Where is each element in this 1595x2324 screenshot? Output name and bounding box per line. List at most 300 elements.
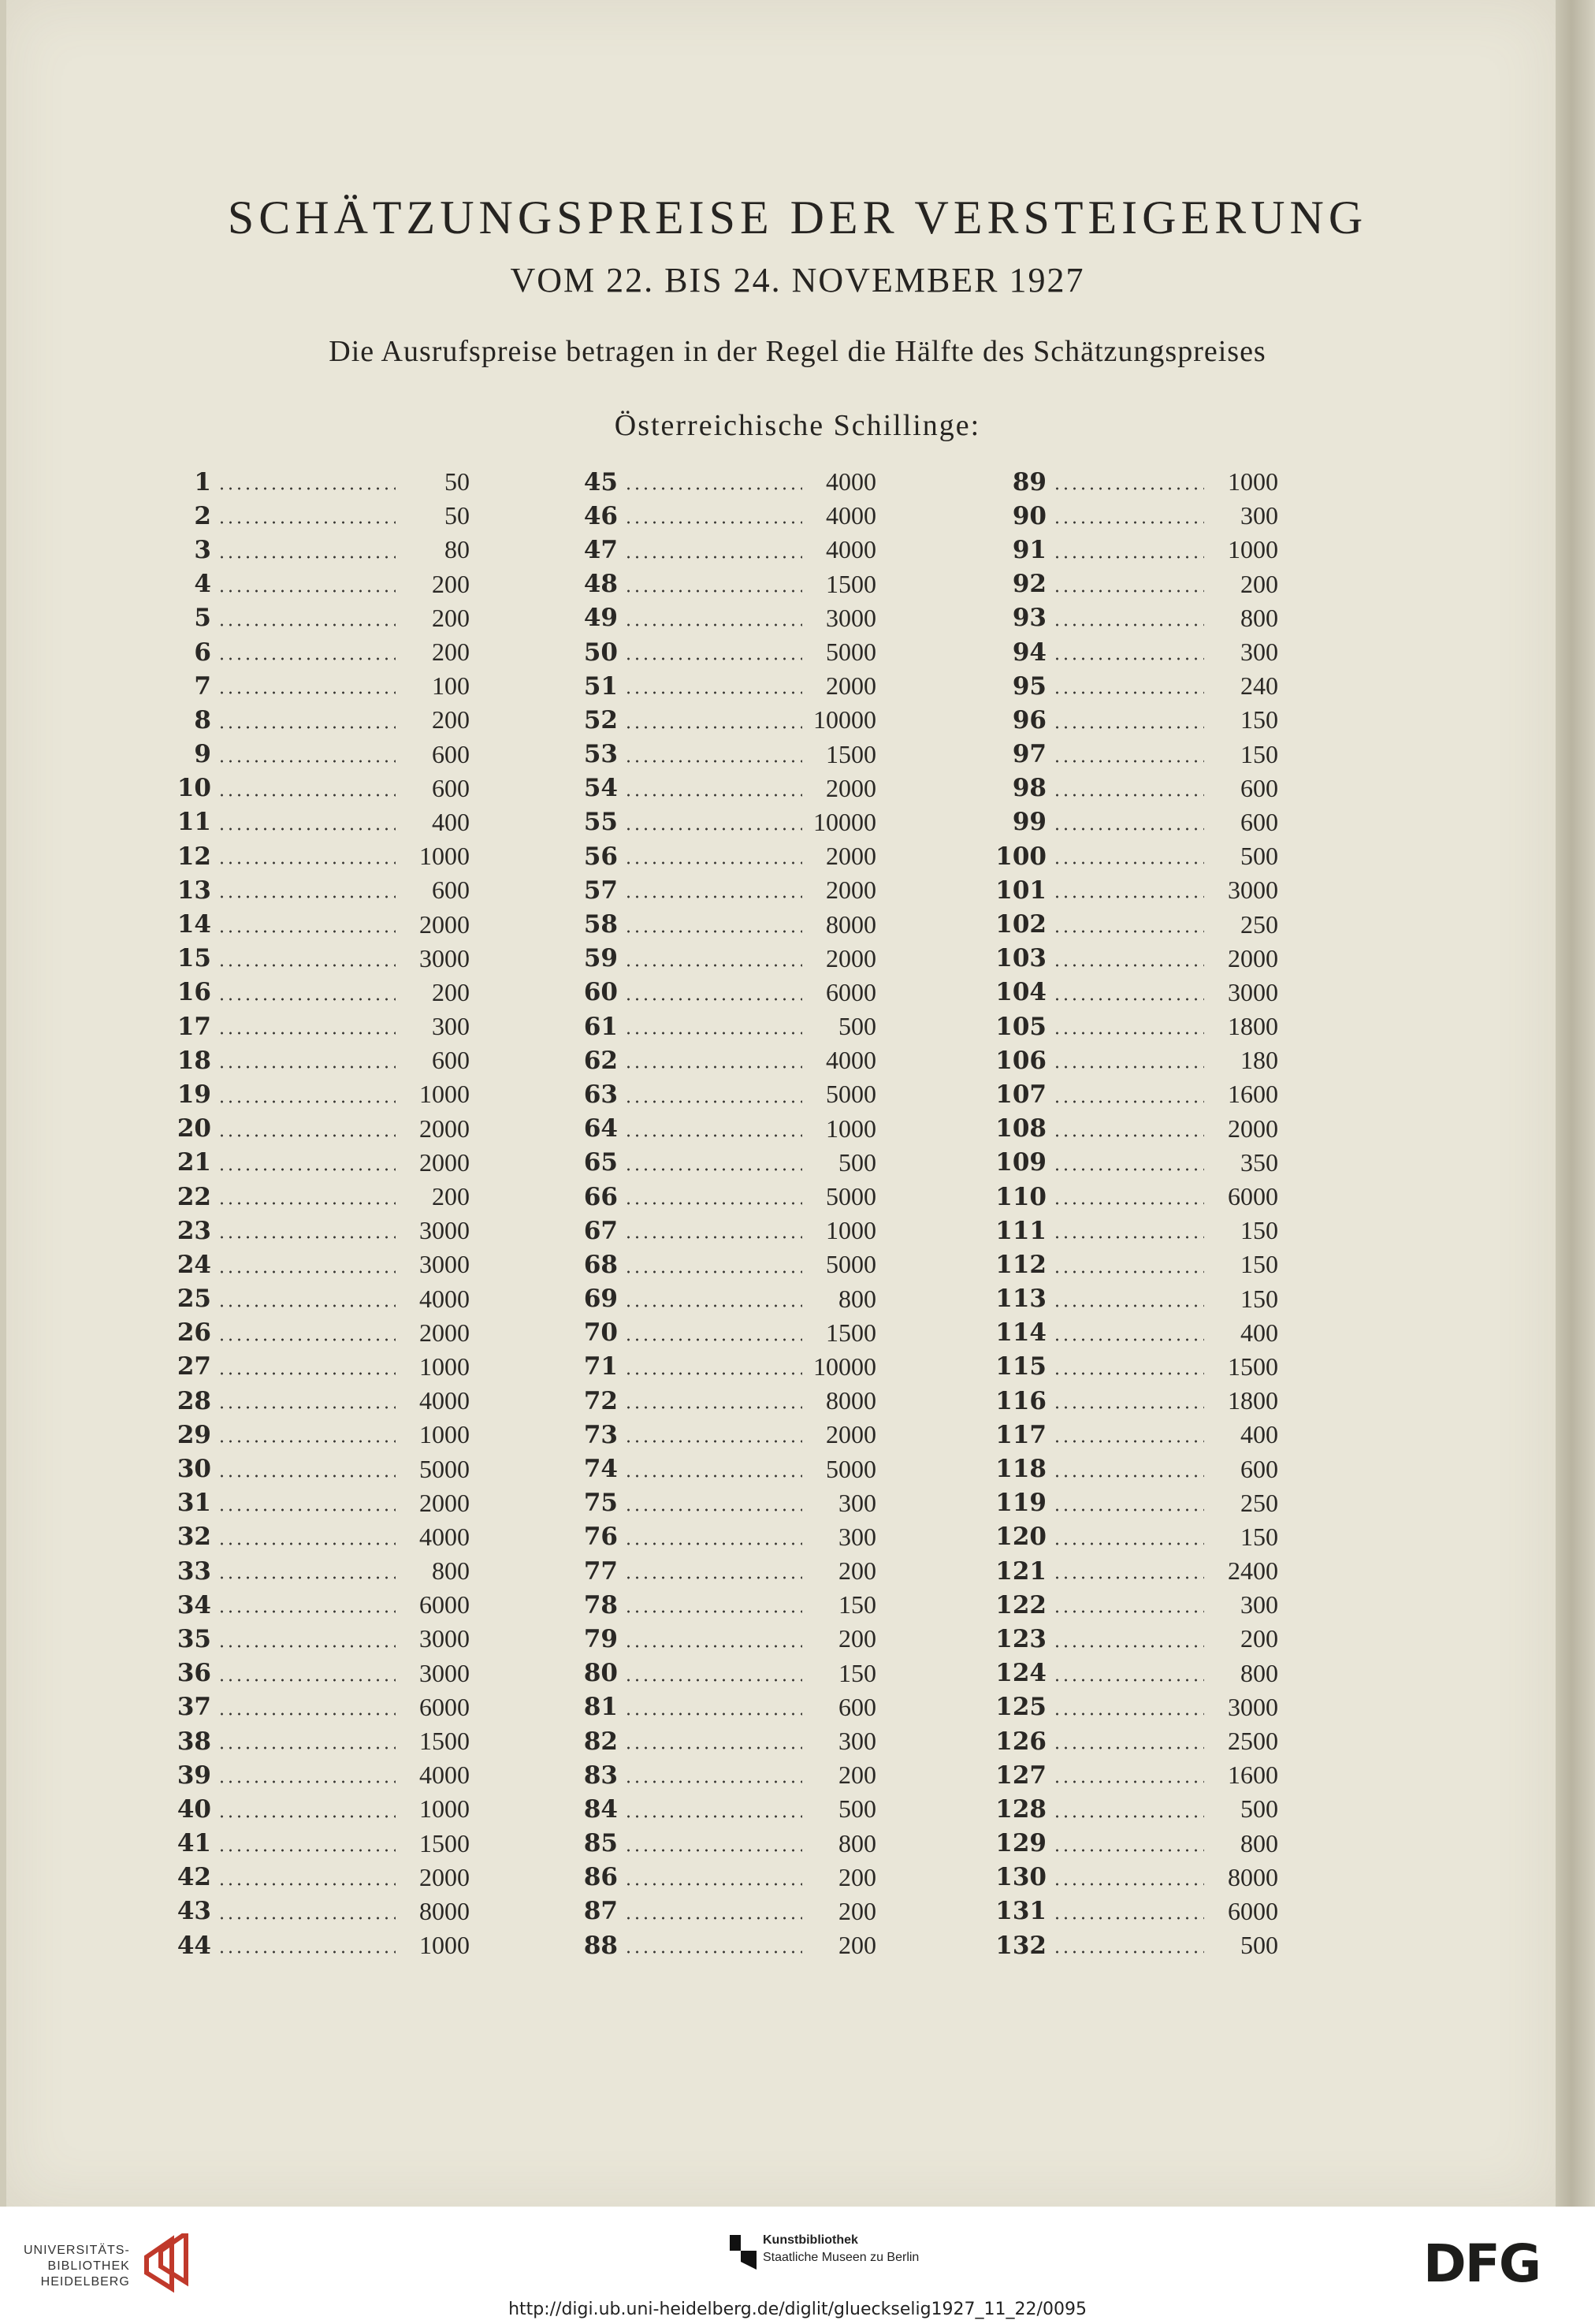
lot-number: 125: [995, 1693, 1047, 1722]
dot-leader: [1053, 1134, 1204, 1137]
price-row: [577, 1282, 876, 1316]
price-row: [170, 1146, 470, 1180]
dot-leader: [217, 827, 396, 831]
dot-leader: [217, 1712, 396, 1716]
dot-leader: [217, 930, 396, 933]
lot-number: 53: [583, 740, 618, 769]
estimate-price: 2000: [419, 1147, 470, 1177]
estimate-price: 5000: [826, 1250, 876, 1279]
estimate-price: 6000: [826, 977, 876, 1006]
price-row: [170, 1010, 470, 1043]
estimate-price: 4000: [826, 501, 876, 530]
dot-leader: [1053, 895, 1204, 898]
estimate-price: 350: [1240, 1147, 1278, 1177]
estimate-price: 500: [838, 1794, 876, 1824]
dot-leader: [217, 1950, 396, 1954]
estimate-price: 500: [838, 1012, 876, 1041]
dot-leader: [1053, 1372, 1204, 1375]
dot-leader: [217, 1304, 396, 1307]
price-row: [170, 1792, 470, 1826]
price-row: [170, 635, 470, 669]
estimate-price: 600: [1240, 807, 1278, 836]
lot-number: 99: [1012, 808, 1047, 837]
estimate-price: 2000: [826, 671, 876, 701]
estimate-price: 2000: [419, 1318, 470, 1347]
estimate-price: 2000: [826, 943, 876, 972]
dot-leader: [217, 1270, 396, 1274]
lot-number: 75: [583, 1489, 618, 1518]
price-row: [980, 738, 1278, 772]
dot-leader: [624, 623, 802, 627]
lot-number: 80: [583, 1659, 618, 1688]
lot-number: 54: [583, 774, 618, 803]
lot-number: 56: [583, 842, 618, 871]
price-row: [980, 1384, 1278, 1418]
lot-number: 89: [1012, 467, 1047, 496]
lot-number: 103: [995, 944, 1047, 973]
estimate-price: 1500: [1228, 1352, 1278, 1381]
kunstbibliothek-label[interactable]: [763, 2232, 919, 2266]
dot-leader: [1053, 1508, 1204, 1512]
dot-leader: [1053, 657, 1204, 660]
price-row: [980, 772, 1278, 805]
price-row: [170, 1180, 470, 1214]
dot-leader: [217, 1645, 396, 1648]
estimate-price: 4000: [826, 467, 876, 496]
estimate-price: 3000: [419, 1216, 470, 1245]
price-row: [980, 1418, 1278, 1452]
estimate-price: 150: [1240, 1522, 1278, 1551]
estimate-price: 1000: [419, 1080, 470, 1109]
estimate-price: 4000: [419, 1284, 470, 1313]
price-row: [577, 533, 876, 567]
estimate-price: 300: [1240, 638, 1278, 667]
dot-leader: [1053, 691, 1204, 694]
price-row: [170, 1316, 470, 1350]
price-row: [577, 465, 876, 499]
estimate-price: 1600: [1228, 1761, 1278, 1790]
dot-leader: [217, 895, 396, 898]
estimate-price: 200: [838, 1624, 876, 1653]
estimate-price: 800: [838, 1828, 876, 1857]
lot-number: 58: [583, 910, 618, 939]
price-row: [980, 1350, 1278, 1384]
dot-leader: [217, 1746, 396, 1750]
price-row: [577, 1452, 876, 1486]
dot-leader: [1053, 1849, 1204, 1852]
lot-number: 34: [177, 1590, 211, 1619]
lot-number: 22: [177, 1182, 211, 1211]
estimate-price: 5000: [826, 638, 876, 667]
price-row: [577, 1657, 876, 1690]
estimate-price: 2000: [826, 1420, 876, 1449]
price-row: [577, 1418, 876, 1452]
lot-number: 128: [995, 1794, 1047, 1824]
page-edge-left: [0, 0, 6, 2207]
estimate-price: 5000: [419, 1454, 470, 1483]
lot-number: 100: [995, 842, 1047, 871]
dot-leader: [624, 1065, 802, 1069]
price-row: [170, 601, 470, 635]
dot-leader: [624, 1815, 802, 1818]
lot-number: 127: [995, 1761, 1047, 1790]
estimate-price: 600: [1240, 1454, 1278, 1483]
estimate-price: 2000: [419, 1488, 470, 1517]
dot-leader: [624, 1542, 802, 1545]
estimate-price: 2500: [1228, 1727, 1278, 1756]
dot-leader: [1053, 521, 1204, 524]
price-row: [980, 1895, 1278, 1928]
estimate-price: 300: [1240, 1590, 1278, 1619]
dot-leader: [1053, 1645, 1204, 1648]
estimate-price: 50: [444, 467, 470, 496]
price-row: [577, 942, 876, 976]
estimate-price: 240: [1240, 671, 1278, 701]
dot-leader: [1053, 589, 1204, 593]
university-line: UNIVERSITÄTS-: [24, 2244, 130, 2257]
price-row: [170, 1112, 470, 1146]
price-row: [170, 1452, 470, 1486]
dot-leader: [624, 964, 802, 967]
dot-leader: [624, 895, 802, 898]
dot-leader: [624, 1236, 802, 1239]
estimate-price: 1500: [826, 569, 876, 598]
dot-leader: [1053, 827, 1204, 831]
price-row: [170, 942, 470, 976]
price-row: [980, 703, 1278, 737]
estimate-price: 250: [1240, 909, 1278, 939]
kunstbibliothek-logo-icon[interactable]: [730, 2235, 757, 2270]
price-row: [577, 1384, 876, 1418]
estimate-price: 5000: [826, 1080, 876, 1109]
estimate-price: 4000: [419, 1522, 470, 1551]
estimate-price: 600: [432, 1046, 470, 1075]
dot-leader: [624, 1610, 802, 1613]
estimate-price: 1000: [419, 1794, 470, 1824]
dot-leader: [217, 1883, 396, 1886]
estimate-price: 1000: [1228, 535, 1278, 564]
price-row: [577, 772, 876, 805]
lot-number: 18: [177, 1046, 211, 1075]
lot-number: 92: [1012, 570, 1047, 599]
price-row: [577, 1622, 876, 1656]
price-row: [170, 839, 470, 873]
university-library-name[interactable]: [24, 2243, 130, 2290]
lot-number: 111: [995, 1216, 1047, 1245]
dot-leader: [217, 1508, 396, 1512]
price-row: [577, 1758, 876, 1792]
lot-number: 72: [583, 1386, 618, 1415]
dot-leader: [624, 589, 802, 593]
dot-leader: [217, 691, 396, 694]
estimate-price: 8000: [826, 909, 876, 939]
lot-number: 17: [177, 1012, 211, 1041]
dot-leader: [1053, 1815, 1204, 1818]
dot-leader: [1053, 1168, 1204, 1171]
dot-leader: [1053, 1065, 1204, 1069]
estimate-price: 2000: [826, 876, 876, 905]
estimate-price: 4000: [826, 535, 876, 564]
lot-number: 36: [177, 1659, 211, 1688]
price-row: [170, 1554, 470, 1588]
estimate-price: 1000: [419, 842, 470, 871]
lot-number: 13: [177, 876, 211, 905]
lot-number: 110: [995, 1182, 1047, 1211]
dot-leader: [217, 1849, 396, 1852]
price-row: [980, 1486, 1278, 1520]
price-row: [577, 1010, 876, 1043]
lot-number: 46: [583, 501, 618, 530]
price-row: [170, 907, 470, 941]
estimate-price: 10000: [813, 807, 876, 836]
price-row: [577, 976, 876, 1010]
university-library-logo-icon[interactable]: [140, 2233, 195, 2296]
dot-leader: [624, 1168, 802, 1171]
lot-number: 121: [995, 1556, 1047, 1586]
price-row: [980, 601, 1278, 635]
dot-leader: [1053, 1304, 1204, 1307]
dot-leader: [1053, 1406, 1204, 1409]
university-line: BIBLIOTHEK: [47, 2259, 130, 2273]
dot-leader: [1053, 1338, 1204, 1341]
price-row: [577, 1690, 876, 1724]
lot-number: 107: [995, 1080, 1047, 1109]
price-row: [170, 1895, 470, 1928]
price-row: [577, 1214, 876, 1248]
estimate-price: 1500: [826, 1318, 876, 1347]
dot-leader: [624, 1950, 802, 1954]
lot-number: 12: [177, 842, 211, 871]
dot-leader: [624, 1780, 802, 1783]
dot-leader: [217, 1134, 396, 1137]
lot-number: 5: [194, 604, 211, 633]
price-row: [577, 1146, 876, 1180]
lot-number: 81: [583, 1693, 618, 1722]
price-column-3: [980, 465, 1278, 1962]
price-row: [980, 1248, 1278, 1281]
dot-leader: [217, 861, 396, 865]
lot-number: 25: [177, 1285, 211, 1314]
price-row: [980, 1622, 1278, 1656]
estimate-price: 4000: [419, 1761, 470, 1790]
estimate-price: 2000: [826, 842, 876, 871]
estimate-price: 200: [432, 1182, 470, 1211]
lot-number: 7: [194, 671, 211, 701]
dot-leader: [624, 1134, 802, 1137]
estimate-price: 8000: [419, 1896, 470, 1925]
dot-leader: [1053, 1270, 1204, 1274]
price-row: [577, 907, 876, 941]
dot-leader: [624, 1474, 802, 1478]
price-row: [980, 465, 1278, 499]
price-row: [577, 1316, 876, 1350]
price-row: [170, 1827, 470, 1861]
lot-number: 44: [177, 1931, 211, 1960]
lot-number: 32: [177, 1523, 211, 1552]
price-row: [577, 1248, 876, 1281]
price-column-2: [577, 465, 876, 1962]
dot-leader: [624, 657, 802, 660]
estimate-price: 200: [432, 705, 470, 734]
estimate-price: 3000: [419, 1250, 470, 1279]
price-row: [980, 669, 1278, 703]
estimate-price: 3000: [826, 603, 876, 632]
estimate-price: 2000: [1228, 943, 1278, 972]
estimate-price: 3000: [419, 943, 470, 972]
estimate-price: 200: [1240, 1624, 1278, 1653]
estimate-price: 6000: [1228, 1896, 1278, 1925]
price-row: [170, 873, 470, 907]
estimate-price: 1800: [1228, 1386, 1278, 1415]
price-row: [170, 567, 470, 601]
estimate-price: 200: [838, 1761, 876, 1790]
dot-leader: [1053, 760, 1204, 763]
estimate-price: 3000: [1228, 876, 1278, 905]
dot-leader: [624, 827, 802, 831]
price-row: [980, 839, 1278, 873]
estimate-price: 6000: [419, 1692, 470, 1721]
estimate-price: 600: [838, 1692, 876, 1721]
lot-number: 98: [1012, 774, 1047, 803]
estimate-price: 150: [838, 1658, 876, 1687]
dot-leader: [624, 1202, 802, 1205]
estimate-price: 8000: [1228, 1862, 1278, 1891]
estimate-price: 2000: [1228, 1114, 1278, 1143]
price-row: [170, 1282, 470, 1316]
dot-leader: [1053, 1780, 1204, 1783]
lot-number: 123: [995, 1624, 1047, 1653]
price-row: [980, 1758, 1278, 1792]
estimate-price: 1500: [419, 1727, 470, 1756]
dot-leader: [217, 1815, 396, 1818]
dot-leader: [624, 1576, 802, 1579]
estimate-price: 1000: [826, 1114, 876, 1143]
lot-number: 40: [177, 1794, 211, 1824]
lot-number: 74: [583, 1455, 618, 1484]
price-row: [577, 635, 876, 669]
estimate-price: 1000: [419, 1420, 470, 1449]
estimate-price: 250: [1240, 1488, 1278, 1517]
lot-number: 79: [583, 1624, 618, 1653]
price-note: Die Ausrufspreise betragen in der Regel die Hälfte des Schätzungspreises: [329, 335, 1266, 368]
estimate-price: 200: [1240, 569, 1278, 598]
estimate-price: 600: [432, 773, 470, 802]
dot-leader: [1053, 861, 1204, 865]
lot-number: 108: [995, 1114, 1047, 1143]
dot-leader: [217, 964, 396, 967]
dot-leader: [1053, 1202, 1204, 1205]
dot-leader: [217, 1236, 396, 1239]
lot-number: 10: [177, 774, 211, 803]
dot-leader: [217, 794, 396, 797]
lot-number: 24: [177, 1250, 211, 1279]
price-row: [980, 942, 1278, 976]
dot-leader: [1053, 487, 1204, 490]
dot-leader: [1053, 1474, 1204, 1478]
price-row: [980, 1077, 1278, 1111]
estimate-price: 8000: [826, 1386, 876, 1415]
estimate-price: 200: [838, 1931, 876, 1960]
dot-leader: [217, 1168, 396, 1171]
lot-number: 132: [995, 1931, 1047, 1960]
estimate-price: 150: [1240, 1250, 1278, 1279]
lot-number: 31: [177, 1489, 211, 1518]
price-row: [170, 533, 470, 567]
estimate-price: 500: [1240, 1931, 1278, 1960]
dfg-logo[interactable]: DFG: [1423, 2233, 1541, 2294]
lot-number: 62: [583, 1046, 618, 1075]
dot-leader: [217, 1780, 396, 1783]
lot-number: 95: [1012, 671, 1047, 701]
estimate-price: 1500: [419, 1828, 470, 1857]
dot-leader: [624, 1338, 802, 1341]
dot-leader: [217, 1406, 396, 1409]
lot-number: 3: [194, 535, 211, 564]
lot-number: 63: [583, 1080, 618, 1109]
kunstbibliothek-subtitle: Staatliche Museen zu Berlin: [763, 2251, 920, 2264]
estimate-price: 800: [432, 1556, 470, 1586]
estimate-price: 800: [1240, 603, 1278, 632]
estimate-price: 3000: [419, 1624, 470, 1653]
lot-number: 71: [583, 1352, 618, 1381]
dot-leader: [217, 1576, 396, 1579]
estimate-price: 1000: [419, 1352, 470, 1381]
estimate-price: 150: [838, 1590, 876, 1619]
lot-number: 19: [177, 1080, 211, 1109]
dot-leader: [1053, 623, 1204, 627]
lot-number: 86: [583, 1863, 618, 1892]
price-row: [170, 669, 470, 703]
dot-leader: [1053, 1100, 1204, 1103]
dot-leader: [1053, 1712, 1204, 1716]
price-row: [170, 1384, 470, 1418]
dot-leader: [624, 1746, 802, 1750]
estimate-price: 5000: [826, 1454, 876, 1483]
estimate-price: 50: [444, 501, 470, 530]
dot-leader: [624, 1440, 802, 1443]
price-row: [170, 1043, 470, 1077]
dot-leader: [217, 657, 396, 660]
estimate-price: 2000: [826, 773, 876, 802]
dot-leader: [1053, 964, 1204, 967]
lot-number: 28: [177, 1386, 211, 1415]
lot-number: 119: [995, 1489, 1047, 1518]
lot-number: 26: [177, 1318, 211, 1348]
lot-number: 14: [177, 910, 211, 939]
price-row: [170, 1248, 470, 1281]
lot-number: 55: [583, 808, 618, 837]
dot-leader: [624, 1645, 802, 1648]
dot-leader: [1053, 1236, 1204, 1239]
page-url[interactable]: http://digi.ub.uni-heidelberg.de/diglit/glueckselig1927_11_22/0095: [508, 2300, 1087, 2319]
price-row: [170, 1622, 470, 1656]
price-row: [577, 669, 876, 703]
dot-leader: [624, 1883, 802, 1886]
lot-number: 104: [995, 978, 1047, 1007]
price-row: [980, 1861, 1278, 1895]
lot-number: 73: [583, 1420, 618, 1449]
dot-leader: [624, 1712, 802, 1716]
dot-leader: [217, 1440, 396, 1443]
price-row: [170, 499, 470, 533]
price-row: [170, 465, 470, 499]
dot-leader: [1053, 1610, 1204, 1613]
lot-number: 69: [583, 1285, 618, 1314]
estimate-price: 600: [432, 739, 470, 768]
price-row: [170, 703, 470, 737]
lot-number: 50: [583, 638, 618, 667]
price-row: [170, 1861, 470, 1895]
